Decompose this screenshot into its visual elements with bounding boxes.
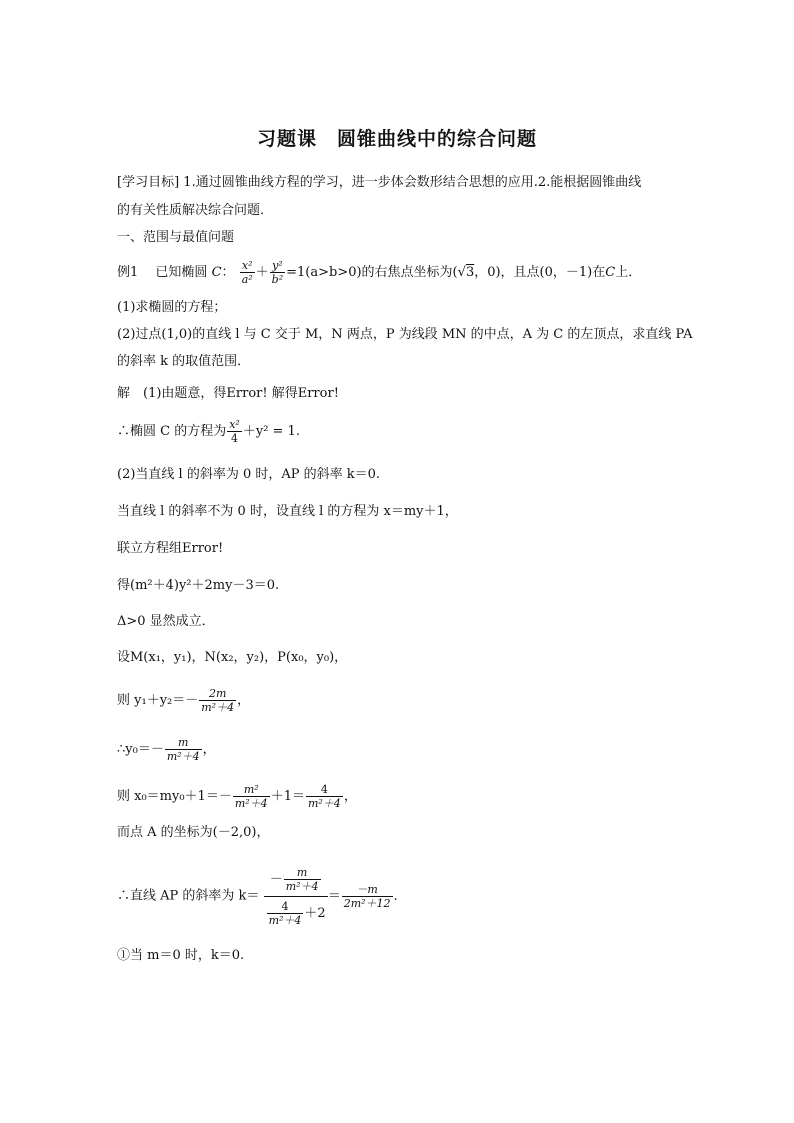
solution-step-3: (2)当直线 l 的斜率为 0 时，AP 的斜率 k＝0.	[117, 467, 381, 482]
objectives-text-cont: 的有关性质解决综合问题．	[117, 203, 274, 218]
fraction-2m: $\frac{2m}{\text{m²＋4}}$	[201, 687, 235, 714]
example-rest: ，0)，且点(0，－1)在	[474, 265, 606, 280]
learning-objectives	[117, 175, 641, 191]
solution-step-9: 则 y₁＋y₂＝－ $\frac{2m}{\text{m²＋4}}$ ，	[117, 687, 251, 714]
sqrt-3: 3	[465, 265, 475, 280]
solution-step-14: ①当 m＝0 时，k＝0.	[117, 948, 245, 963]
example-end: 上．	[615, 265, 642, 280]
compound-fraction: － $\frac{m}{\text{m²＋4}}$ $\frac{4}{\text{m²＋4}}$ ＋2	[264, 866, 328, 927]
var-c: C	[211, 265, 222, 280]
question-1: (1)求椭圆的方程；	[117, 300, 227, 315]
objectives-text: 1.通过圆锥曲线方程的学习，进一步体会数形结合思想的应用.2.能根据圆锥曲线	[183, 175, 642, 190]
solution-step-8: 设M(x₁，y₁)，N(x₂，y₂)，P(x₀，y₀)，	[117, 650, 348, 665]
question-2-cont: 的斜率 k 的取值范围．	[117, 354, 251, 369]
fraction-y2-b2: $\frac{\text{y²}}{\text{b²}}$	[271, 259, 284, 286]
step10-prefix: ∴y₀＝－	[117, 742, 164, 757]
step13-prefix: ∴直线 AP 的斜率为 k＝	[117, 888, 260, 904]
fraction-m2: $\frac{\text{m²}}{\text{m²＋4}}$	[234, 783, 268, 810]
solution-step-10: ∴y₀＝－ $\frac{m}{\text{m²＋4}}$ ，	[117, 736, 216, 763]
step11-mid: ＋1＝	[270, 789, 305, 804]
question-2: (2)过点(1,0)的直线 l 与 C 交于 M，N 两点，P 为线段 MN 的中点，A 为 C 的左顶点，求直线 PA	[117, 327, 693, 342]
var-c2: C	[605, 265, 616, 280]
example-intro: 已知椭圆	[155, 265, 208, 280]
page-title: 习题课 圆锥曲线中的综合问题	[256, 128, 537, 150]
solution-step-12: 而点 A 的坐标为(－2,0)，	[117, 825, 270, 840]
fraction-x2-4: $\frac{\text{x²}}{4}$	[229, 418, 240, 445]
example-label: 例1	[117, 265, 139, 280]
fraction-result: $\frac{-m}{\text{2m²＋12}}$	[343, 883, 391, 910]
solution-step-6: 得(m²＋4)y²＋2my－3＝0.	[117, 578, 280, 593]
step11-prefix: 则 x₀＝my₀＋1＝－	[117, 789, 232, 804]
solution-step-13: ∴直线 AP 的斜率为 k＝ － $\frac{m}{\text{m²＋4}}$ $\frac{4}{\text{m²＋4}}$ ＋2 ＝ $\frac{-m}{\text{2m²＋12}}$ .	[117, 866, 398, 927]
objectives-label: [学习目标]	[117, 175, 180, 190]
colon: ：	[221, 265, 235, 280]
solution-step-2	[117, 418, 300, 445]
solution-step-1: 解 (1)由题意，得Error! 解得Error!	[117, 386, 339, 401]
fraction-x2-a2: $\frac{\text{x²}}{\text{a²}}$	[241, 259, 253, 286]
fraction-m: $\frac{m}{\text{m²＋4}}$	[166, 736, 200, 763]
example-condition: =1(a>b>0)的右焦点坐标为(	[286, 265, 458, 280]
solution-step-7: Δ>0 显然成立．	[117, 614, 215, 629]
step2-suffix: ＋y² = 1.	[242, 424, 300, 439]
section-heading: 一、范围与最值问题	[117, 230, 235, 245]
fraction-4: $\frac{4}{\text{m²＋4}}$	[307, 783, 341, 810]
solution-step-11: 则 x₀＝my₀＋1＝－ $\frac{\text{m²}}{\text{m²＋4}}$ ＋1＝ $\frac{4}{\text{m²＋4}}$ ，	[117, 783, 357, 810]
example-1: 例1 已知椭圆 C： $\frac{\text{x²}}{\text{a²}}$ ＋ $\frac{\text{y²}}{\text{b²}}$ =1(a>b>0)的右焦点坐标为(√3，0)，且点(0，－1)在C上．	[117, 259, 642, 286]
step9-prefix: 则 y₁＋y₂＝－	[117, 693, 199, 708]
step2-prefix: ∴椭圆 C 的方程为	[117, 424, 227, 439]
solution-step-4: 当直线 l 的斜率不为 0 时，设直线 l 的方程为 x＝my＋1，	[117, 504, 458, 519]
solution-step-5: 联立方程组Error!	[117, 541, 224, 556]
